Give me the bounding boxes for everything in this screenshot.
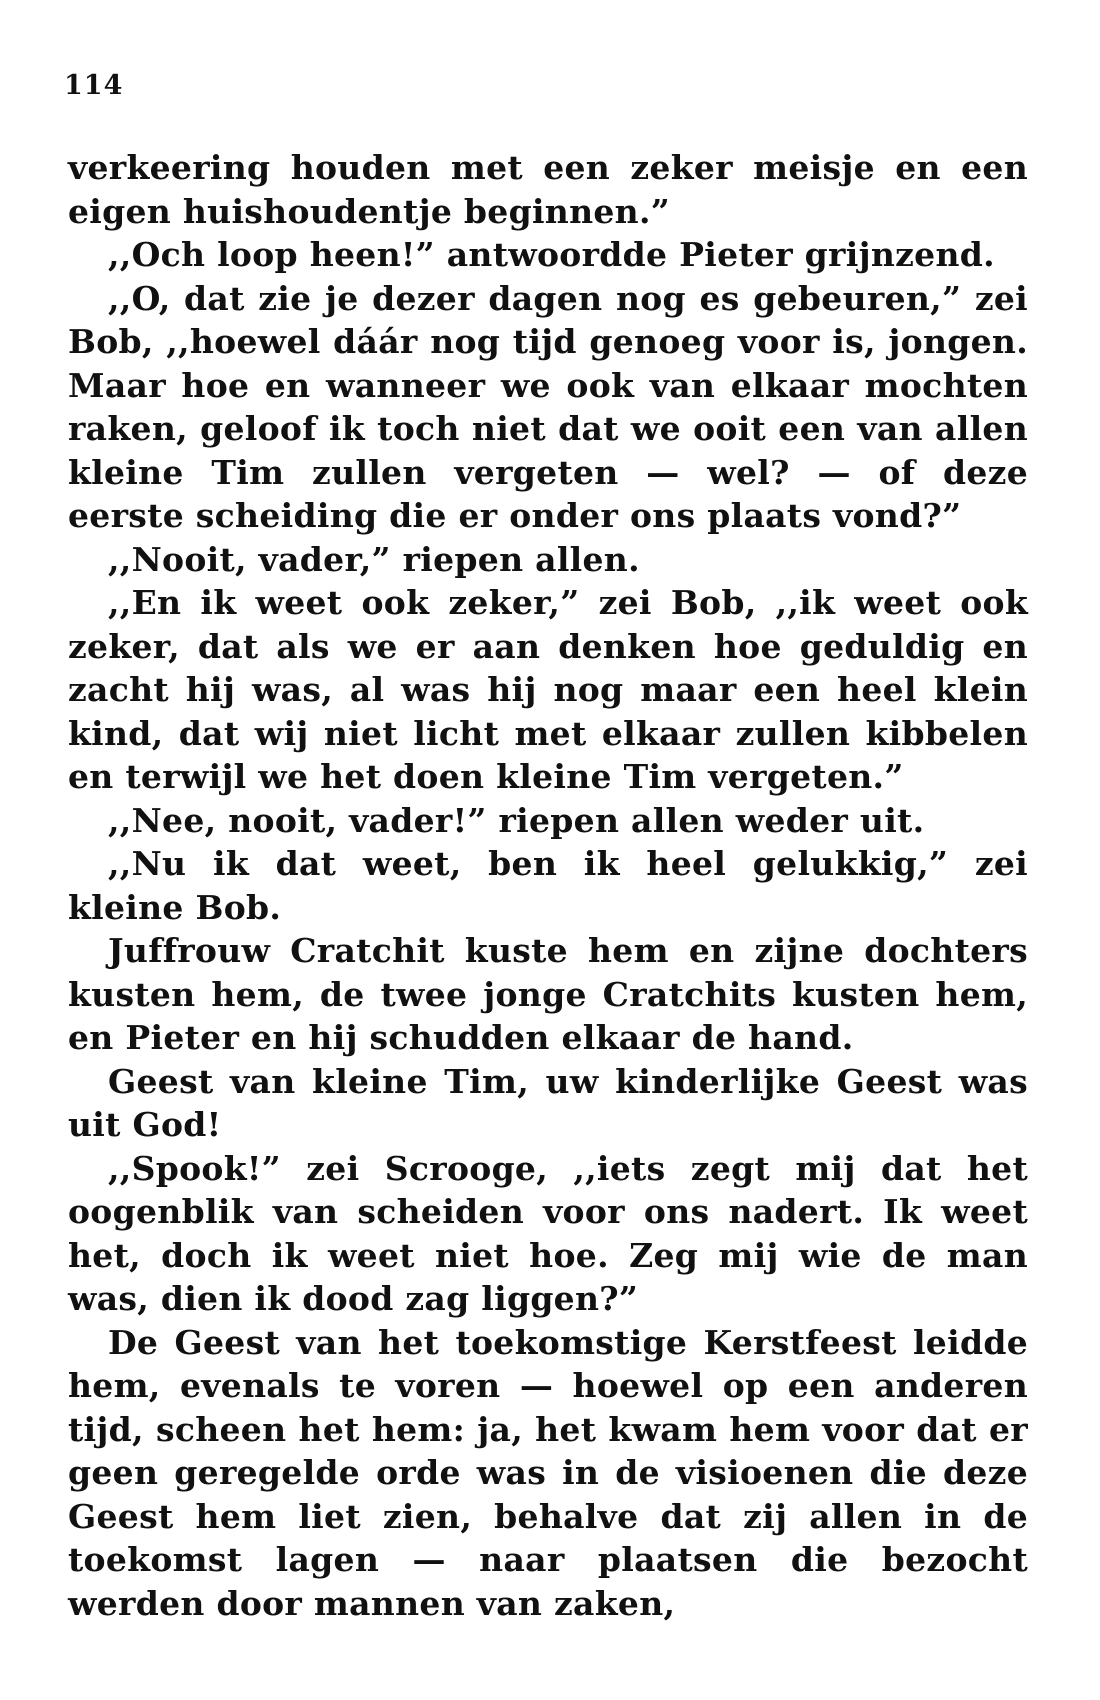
paragraph-bob-happy: ,,Nu ik dat weet, ben ik heel gelukkig,” zei kleine Bob. <box>68 844 1028 927</box>
paragraph-all-reply-again: ,,Nee, nooit, vader!” riepen allen weder uit. <box>108 800 925 840</box>
paragraph-bob-speech: ,,O, dat zie je dezer dagen nog es gebeuren,” zei Bob, ,,hoewel dáár nog tijd genoeg voor is, jongen. Maar hoe en wanneer we ook van elkaar mochten raken, geloof ik toch niet dat we ooit een van allen kleine Tim zullen vergeten — wel? — of deze eerste scheiding die er onder ons plaats vond?” <box>68 278 1028 535</box>
paragraph-scrooge-asks: ,,Spook!” zei Scrooge, ,,iets zegt mij dat het oogenblik van scheiden voor ons nadert. Ik weet het, doch ik weet niet hoe. Zeg mij wie de man was, dien ik dood zag liggen?” <box>68 1148 1028 1318</box>
page-number: 114 <box>64 70 124 101</box>
paragraph-spirit-of-tim: Geest van kleine Tim, uw kinderlijke Geest was uit God! <box>68 1061 1028 1144</box>
body-text <box>68 146 1028 1625</box>
paragraph-family-kisses: Juffrouw Cratchit kuste hem en zijne dochters kusten hem, de twee jonge Cratchits kusten hem, en Pieter en hij schudden elkaar de hand. <box>68 931 1028 1057</box>
paragraph-ghost-leads: De Geest van het toekomstige Kerstfeest leidde hem, evenals te voren — hoewel op een anderen tijd, scheen het hem: ja, het kwam hem voor dat er geen geregelde orde was in de visioenen die deze Geest hem liet zien, behalve dat zij allen in de toekomst lagen — naar plaatsen die bezocht werden door mannen van zaken, <box>68 1322 1028 1623</box>
paragraph-bob-sure: ,,En ik weet ook zeker,” zei Bob, ,,ik weet ook zeker, dat als we er aan denken hoe geduldig en zacht hij was, al was hij nog maar een heel klein kind, dat wij niet licht met elkaar zullen kibbelen en terwijl we het doen kleine Tim vergeten.” <box>68 583 1028 796</box>
paragraph-continuation: verkeering houden met een zeker meisje en een eigen huishoudentje beginnen.” <box>68 148 1028 231</box>
paragraph-all-reply: ,,Nooit, vader,” riepen allen. <box>108 539 640 579</box>
paragraph-pieter-reply: ,,Och loop heen!” antwoordde Pieter grijnzend. <box>108 235 995 274</box>
